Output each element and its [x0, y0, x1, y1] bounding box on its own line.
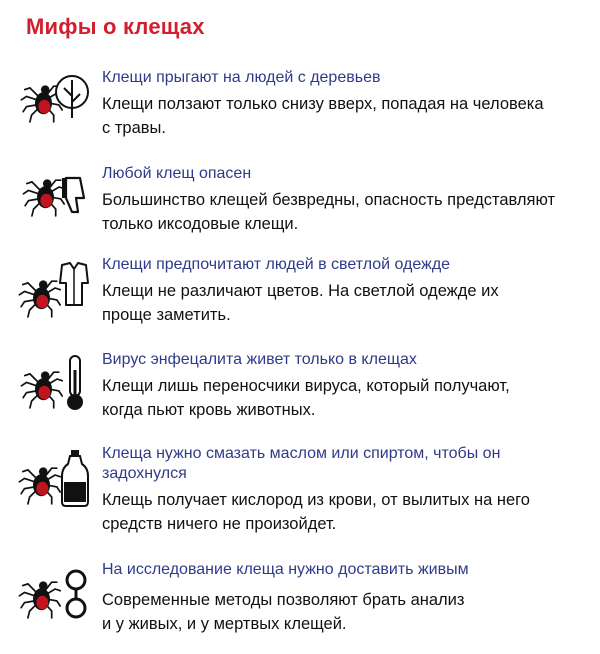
myth-item	[0, 558, 600, 648]
tick-thermometer-icon	[18, 354, 90, 416]
fact-text: Клещи не различают цветов. На светлой одежде их проще заметить.	[102, 282, 499, 324]
myth-text: На исследование клеща нужно доставить живым	[102, 561, 469, 578]
myth-text: Клеща нужно смазать маслом или спиртом, чтобы он задохнулся	[102, 445, 501, 482]
tick-tree-icon	[18, 68, 90, 130]
fact-text: Современные методы позволяют брать анализ и у живых, и у мертвых клещей.	[102, 591, 465, 633]
fact-text: Клещи лишь переносчики вируса, который получают, когда пьют кровь животных.	[102, 377, 510, 419]
tick-oil-bottle-icon	[18, 450, 90, 512]
fact-text: Клещь получает кислород из крови, от вылитых на него средств ничего не произойдет.	[102, 491, 530, 533]
fact-text: Клещи ползают только снизу вверх, попадая на человека с травы.	[102, 95, 544, 137]
myth-item	[0, 350, 600, 430]
myth-text: Вирус энфецалита живет только в клещах	[102, 351, 417, 368]
page-title: Мифы о клещах	[26, 14, 205, 39]
myth-item	[0, 162, 600, 242]
myth-item	[0, 255, 600, 335]
myth-text: Любой клещ опасен	[102, 165, 252, 182]
myth-text: Клещи предпочитают людей в светлой одежде	[102, 256, 451, 273]
tick-shirt-icon	[18, 261, 90, 323]
tick-handcuffs-icon	[18, 564, 90, 626]
myth-text: Клещи прыгают на людей с деревьев	[102, 69, 381, 86]
myth-item	[0, 444, 600, 544]
tick-thumbs-down-icon	[18, 164, 90, 226]
myth-item	[0, 66, 600, 146]
fact-text: Большинство клещей безвредны, опасность представляют только иксодовые клещи.	[102, 191, 556, 233]
